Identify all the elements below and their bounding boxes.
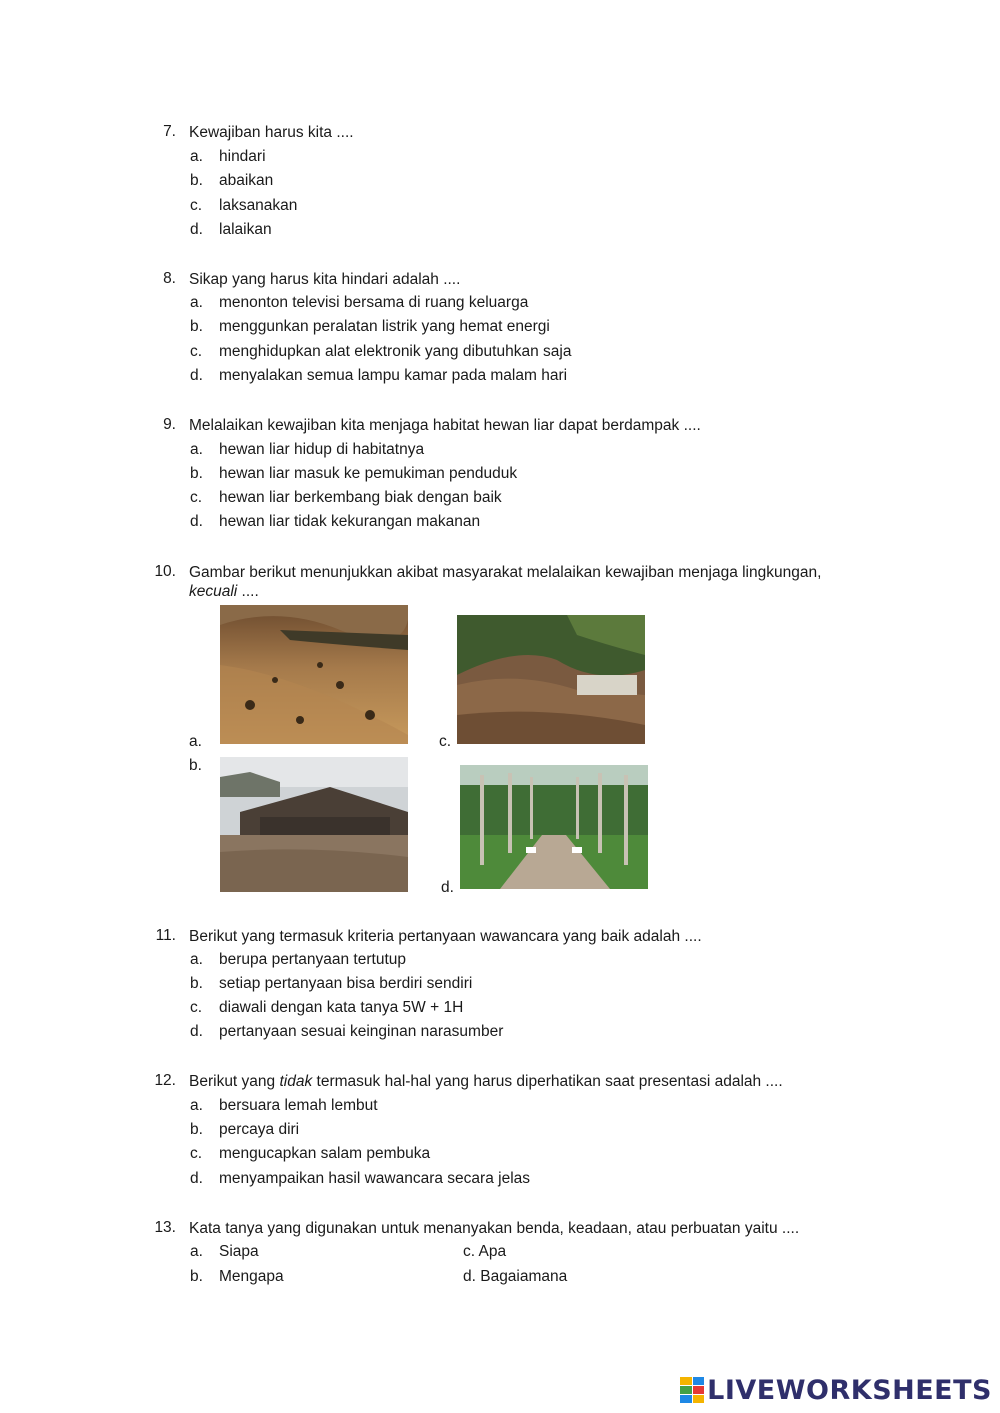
option-letter: c. <box>190 999 203 1016</box>
option-text: menggunkan peralatan listrik yang hemat energi <box>219 318 550 335</box>
option-letter: d. <box>190 513 203 530</box>
option-text: Siapa <box>219 1243 259 1260</box>
image-label-d: d. <box>441 879 454 896</box>
option-letter: b. <box>190 172 203 189</box>
option-text: laksanakan <box>219 197 298 214</box>
brand-name: LIVEWORKSHEETS <box>707 1374 992 1406</box>
question-number: 11. <box>155 927 176 944</box>
option-letter: b. <box>190 975 203 992</box>
image-option-a[interactable] <box>220 605 408 744</box>
question-stem: Kata tanya yang digunakan untuk menanyakan benda, keadaan, atau perbuatan yaitu .... <box>189 1220 800 1237</box>
option-letter: d. <box>190 1023 203 1040</box>
option-text: berupa pertanyaan tertutup <box>219 951 406 968</box>
image-label-a: a. <box>189 733 202 750</box>
option-letter: a. <box>190 1243 203 1260</box>
option-text: percaya diri <box>219 1121 300 1138</box>
option-letter: a. <box>190 951 203 968</box>
question-stem: Sikap yang harus kita hindari adalah .... <box>189 271 461 288</box>
stem-emphasis: tidak <box>279 1073 313 1090</box>
option-text: hewan liar hidup di habitatnya <box>219 441 425 458</box>
option-letter: c. <box>190 197 203 214</box>
stem-emphasis: kecuali <box>189 583 238 600</box>
question-number: 7. <box>163 123 176 140</box>
question-stem: Kewajiban harus kita .... <box>189 124 354 141</box>
option-letter: b. <box>190 1268 203 1285</box>
question-stem <box>189 563 910 601</box>
option-text: Mengapa <box>219 1268 284 1285</box>
liveworksheets-logo-icon <box>680 1377 704 1403</box>
option-letter: d. <box>190 1170 203 1187</box>
option-letter: c. <box>190 489 203 506</box>
option-letter: a. <box>190 148 203 165</box>
option-text: c. Apa <box>463 1243 507 1260</box>
stem-line-2: .... <box>237 583 259 600</box>
question-stem: Melalaikan kewajiban kita menjaga habitat hewan liar dapat berdampak .... <box>189 417 701 434</box>
landslide-photo <box>457 615 645 744</box>
question-stem: Berikut yang termasuk kriteria pertanyaan wawancara yang baik adalah .... <box>189 928 702 945</box>
question-number: 12. <box>154 1072 176 1089</box>
option-text: mengucapkan salam pembuka <box>219 1145 431 1162</box>
option-letter: c. <box>190 343 203 360</box>
option-text: lalaikan <box>219 221 272 238</box>
image-option-c[interactable] <box>457 615 645 744</box>
option-text: hewan liar masuk ke pemukiman penduduk <box>219 465 518 482</box>
stem-line-1: Gambar berikut menunjukkan akibat masyarakat melalaikan kewajiban menjaga lingkungan, <box>189 564 822 581</box>
option-letter: b. <box>190 318 203 335</box>
option-text: setiap pertanyaan bisa berdiri sendiri <box>219 975 473 992</box>
image-label-c: c. <box>439 733 452 750</box>
question-number: 9. <box>163 416 176 433</box>
flood-photo <box>220 757 408 892</box>
option-text: menyalakan semua lampu kamar pada malam hari <box>219 367 568 384</box>
option-text: menonton televisi bersama di ruang keluarga <box>219 294 529 311</box>
option-letter: d. <box>190 367 203 384</box>
option-text: hindari <box>219 148 266 165</box>
option-text: d. Bagaiamana <box>463 1268 568 1285</box>
image-label-b: b. <box>189 757 202 774</box>
option-letter: c. <box>190 1145 203 1162</box>
option-text: menyampaikan hasil wawancara secara jelas <box>219 1170 531 1187</box>
liveworksheets-brand <box>680 1375 992 1405</box>
option-text: menghidupkan alat elektronik yang dibutuhkan saja <box>219 343 572 360</box>
option-text: pertanyaan sesuai keinginan narasumber <box>219 1023 504 1040</box>
option-text: diawali dengan kata tanya 5W + 1H <box>219 999 464 1016</box>
image-option-b[interactable] <box>220 757 408 892</box>
option-text: bersuara lemah lembut <box>219 1097 378 1114</box>
option-letter: b. <box>190 465 203 482</box>
image-option-d[interactable] <box>460 765 648 889</box>
option-letter: a. <box>190 294 203 311</box>
option-text: hewan liar tidak kekurangan makanan <box>219 513 481 530</box>
question-stem <box>189 1072 910 1091</box>
option-text: abaikan <box>219 172 274 189</box>
question-number: 8. <box>163 270 176 287</box>
question-number: 10. <box>154 563 176 580</box>
option-letter: a. <box>190 1097 203 1114</box>
park-path-photo <box>460 765 648 889</box>
deforestation-photo <box>220 605 408 744</box>
stem-pre: Berikut yang <box>189 1073 280 1090</box>
option-text: hewan liar berkembang biak dengan baik <box>219 489 502 506</box>
option-letter: b. <box>190 1121 203 1138</box>
stem-post: termasuk hal-hal yang harus diperhatikan saat presentasi adalah .... <box>312 1073 783 1090</box>
option-letter: a. <box>190 441 203 458</box>
question-number: 13. <box>154 1219 176 1236</box>
option-letter: d. <box>190 221 203 238</box>
